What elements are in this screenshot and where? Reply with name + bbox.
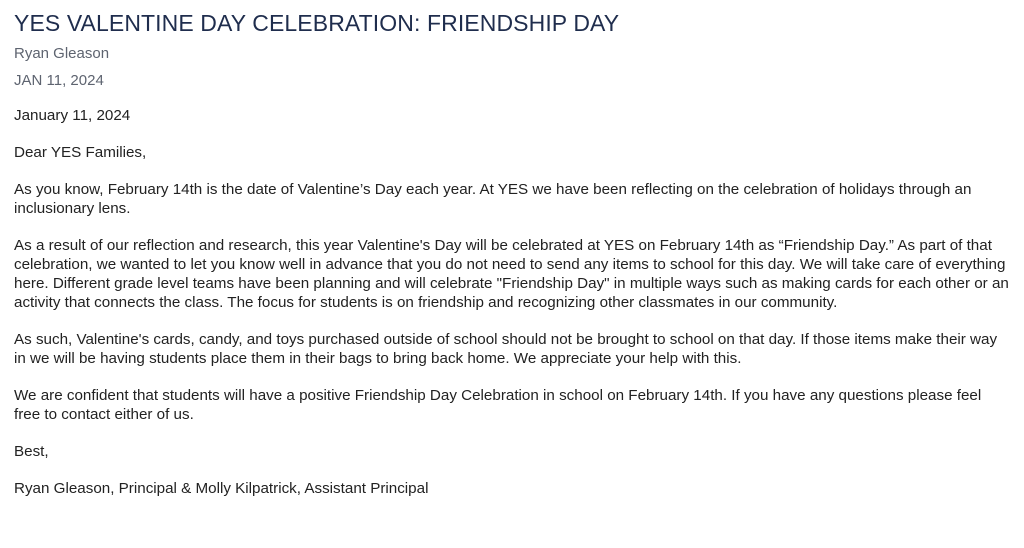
article-title: YES VALENTINE DAY CELEBRATION: FRIENDSHIP DAY xyxy=(14,10,620,36)
letter-greeting: Dear YES Families, xyxy=(14,144,147,161)
letter-closing: Best, xyxy=(14,443,49,460)
article-author: Ryan Gleason xyxy=(14,45,110,62)
article-body xyxy=(14,106,1010,498)
letter-paragraph-3: As such, Valentine's cards, candy, and toys purchased outside of school should not be brought to school on that day. If those items make their way in we will be having students place them in their bags to bring back home. We appreciate your help with this. xyxy=(14,331,998,367)
letter-signature: Ryan Gleason, Principal & Molly Kilpatrick, Assistant Principal xyxy=(14,480,429,497)
letter-date: January 11, 2024 xyxy=(14,107,131,124)
article-date: JAN 11, 2024 xyxy=(14,72,104,89)
letter-paragraph-4: We are confident that students will have a positive Friendship Day Celebration in school on February 14th. If you have any questions please feel free to contact either of us. xyxy=(14,387,982,423)
letter-paragraph-2: As a result of our reflection and research, this year Valentine's Day will be celebrated at YES on February 14th as “Friendship Day.” As part of that celebration, we wanted to let you know well in advance that you do not need to send any items to school for this day. We will take care of everything here. Different grade level teams have been planning and will celebrate "Friendship Day" in multiple ways such as making cards for each other or an activity that connects the class. The focus for students is on friendship and recognizing other classmates in our community. xyxy=(14,237,1009,311)
letter-paragraph-1: As you know, February 14th is the date of Valentine’s Day each year. At YES we have been reflecting on the celebration of holidays through an inclusionary lens. xyxy=(14,181,972,217)
